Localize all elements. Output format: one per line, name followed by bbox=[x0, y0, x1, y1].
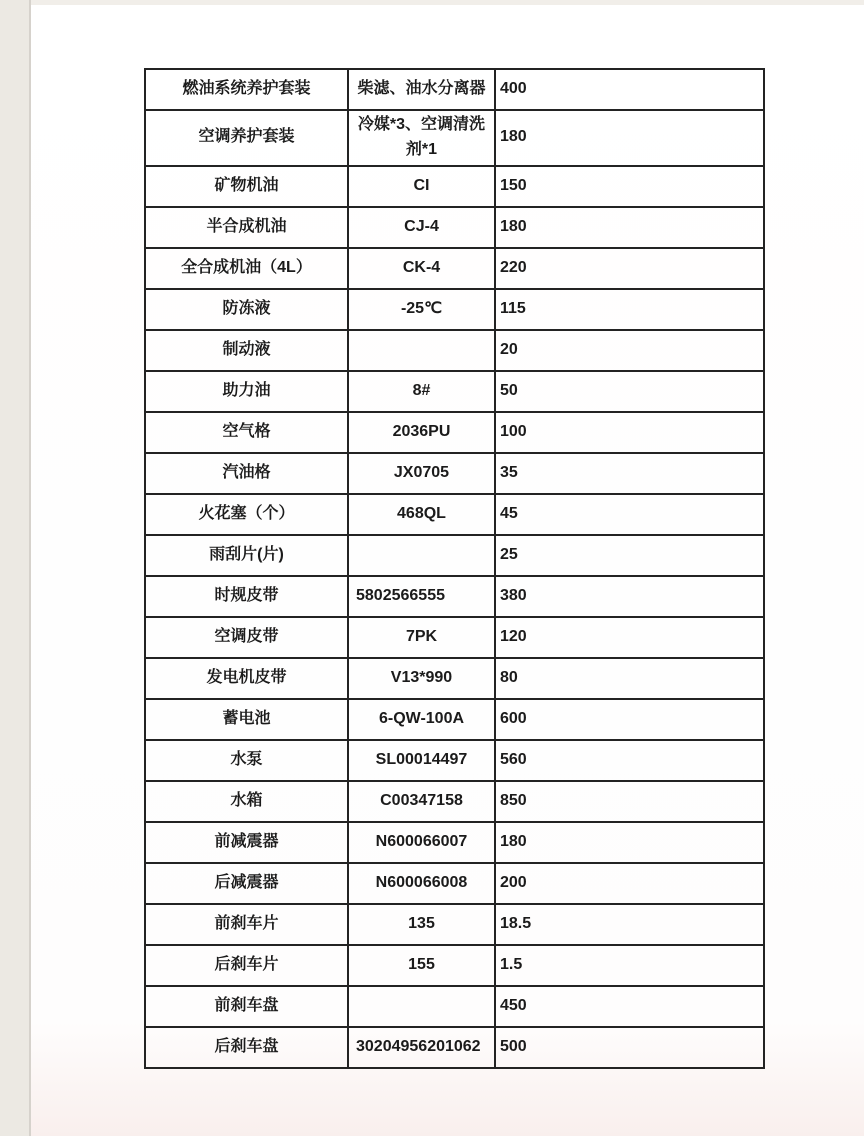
spec-cell: JX0705 bbox=[348, 453, 495, 494]
parts-price-table bbox=[144, 68, 765, 1069]
table-row bbox=[145, 330, 764, 371]
spec-cell: V13*990 bbox=[348, 658, 495, 699]
table-row bbox=[145, 1027, 764, 1068]
item-name-cell: 助力油 bbox=[145, 371, 348, 412]
table-row bbox=[145, 576, 764, 617]
spec-cell: 155 bbox=[348, 945, 495, 986]
spec-cell: -25℃ bbox=[348, 289, 495, 330]
table-row bbox=[145, 699, 764, 740]
spec-cell: CJ-4 bbox=[348, 207, 495, 248]
item-name-cell: 汽油格 bbox=[145, 453, 348, 494]
spec-cell: 135 bbox=[348, 904, 495, 945]
spec-cell: 2036PU bbox=[348, 412, 495, 453]
item-name-cell: 火花塞（个） bbox=[145, 494, 348, 535]
table-row bbox=[145, 904, 764, 945]
item-name-cell: 空调养护套装 bbox=[145, 110, 348, 166]
price-cell: 120 bbox=[495, 617, 764, 658]
table-row bbox=[145, 986, 764, 1027]
price-cell: 115 bbox=[495, 289, 764, 330]
price-cell: 1.5 bbox=[495, 945, 764, 986]
spec-cell: CK-4 bbox=[348, 248, 495, 289]
table-row bbox=[145, 781, 764, 822]
table-row bbox=[145, 617, 764, 658]
table-row bbox=[145, 658, 764, 699]
scan-top-edge bbox=[0, 0, 864, 5]
spec-cell: SL00014497 bbox=[348, 740, 495, 781]
spec-cell: 冷媒*3、空调清洗剂*1 bbox=[348, 110, 495, 166]
item-name-cell: 矿物机油 bbox=[145, 166, 348, 207]
spec-cell: N600066008 bbox=[348, 863, 495, 904]
spec-cell: 30204956201062 bbox=[348, 1027, 495, 1068]
spec-cell: 柴滤、油水分离器 bbox=[348, 69, 495, 110]
spec-cell: N600066007 bbox=[348, 822, 495, 863]
price-cell: 25 bbox=[495, 535, 764, 576]
price-cell: 600 bbox=[495, 699, 764, 740]
item-name-cell: 蓄电池 bbox=[145, 699, 348, 740]
price-cell: 500 bbox=[495, 1027, 764, 1068]
table-row bbox=[145, 248, 764, 289]
price-cell: 180 bbox=[495, 822, 764, 863]
table-row bbox=[145, 412, 764, 453]
table-row bbox=[145, 863, 764, 904]
spec-cell: CI bbox=[348, 166, 495, 207]
table-row bbox=[145, 69, 764, 110]
table-row bbox=[145, 166, 764, 207]
table-row bbox=[145, 110, 764, 166]
price-cell: 450 bbox=[495, 986, 764, 1027]
item-name-cell: 雨刮片(片) bbox=[145, 535, 348, 576]
table-row bbox=[145, 289, 764, 330]
spec-cell: 5802566555 bbox=[348, 576, 495, 617]
item-name-cell: 空气格 bbox=[145, 412, 348, 453]
price-cell: 380 bbox=[495, 576, 764, 617]
price-cell: 100 bbox=[495, 412, 764, 453]
price-cell: 180 bbox=[495, 110, 764, 166]
price-cell: 45 bbox=[495, 494, 764, 535]
spec-cell bbox=[348, 986, 495, 1027]
scan-left-margin-band bbox=[0, 0, 31, 1136]
item-name-cell: 水泵 bbox=[145, 740, 348, 781]
item-name-cell: 防冻液 bbox=[145, 289, 348, 330]
item-name-cell: 全合成机油（4L） bbox=[145, 248, 348, 289]
table-row bbox=[145, 822, 764, 863]
item-name-cell: 前刹车片 bbox=[145, 904, 348, 945]
spec-cell bbox=[348, 330, 495, 371]
table-row bbox=[145, 453, 764, 494]
price-cell: 220 bbox=[495, 248, 764, 289]
spec-cell bbox=[348, 535, 495, 576]
table-row bbox=[145, 535, 764, 576]
price-cell: 150 bbox=[495, 166, 764, 207]
item-name-cell: 后减震器 bbox=[145, 863, 348, 904]
price-cell: 50 bbox=[495, 371, 764, 412]
item-name-cell: 燃油系统养护套装 bbox=[145, 69, 348, 110]
price-table-body bbox=[145, 69, 764, 1068]
item-name-cell: 制动液 bbox=[145, 330, 348, 371]
price-cell: 18.5 bbox=[495, 904, 764, 945]
price-cell: 80 bbox=[495, 658, 764, 699]
table-row bbox=[145, 740, 764, 781]
table-row bbox=[145, 371, 764, 412]
item-name-cell: 水箱 bbox=[145, 781, 348, 822]
price-cell: 200 bbox=[495, 863, 764, 904]
spec-cell: 7PK bbox=[348, 617, 495, 658]
table-row bbox=[145, 207, 764, 248]
spec-cell: 6-QW-100A bbox=[348, 699, 495, 740]
item-name-cell: 空调皮带 bbox=[145, 617, 348, 658]
spec-cell: 8# bbox=[348, 371, 495, 412]
table-row bbox=[145, 945, 764, 986]
price-cell: 180 bbox=[495, 207, 764, 248]
item-name-cell: 后刹车盘 bbox=[145, 1027, 348, 1068]
price-cell: 560 bbox=[495, 740, 764, 781]
item-name-cell: 前刹车盘 bbox=[145, 986, 348, 1027]
item-name-cell: 半合成机油 bbox=[145, 207, 348, 248]
price-cell: 20 bbox=[495, 330, 764, 371]
table-row bbox=[145, 494, 764, 535]
price-cell: 400 bbox=[495, 69, 764, 110]
item-name-cell: 后刹车片 bbox=[145, 945, 348, 986]
price-cell: 850 bbox=[495, 781, 764, 822]
item-name-cell: 发电机皮带 bbox=[145, 658, 348, 699]
item-name-cell: 时规皮带 bbox=[145, 576, 348, 617]
price-cell: 35 bbox=[495, 453, 764, 494]
spec-cell: C00347158 bbox=[348, 781, 495, 822]
spec-cell: 468QL bbox=[348, 494, 495, 535]
item-name-cell: 前减震器 bbox=[145, 822, 348, 863]
